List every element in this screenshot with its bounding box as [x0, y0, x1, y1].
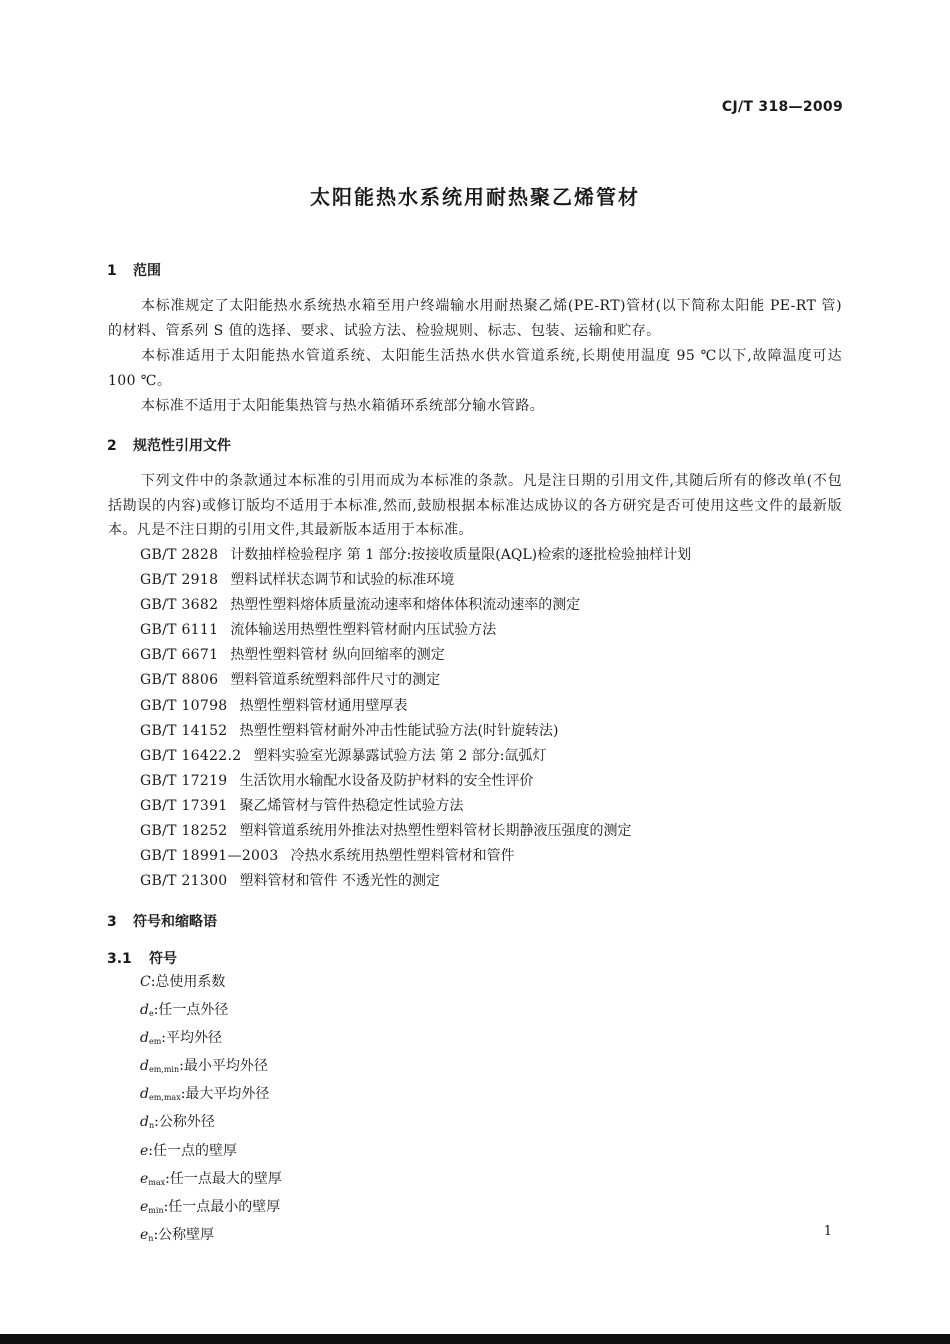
- symbol-description: :任一点的壁厚: [148, 1142, 238, 1159]
- document-title: 太阳能热水系统用耐热聚乙烯管材: [310, 185, 640, 209]
- reference-code: GB/T 18991—2003: [140, 848, 279, 865]
- reference-code: GB/T 10798: [140, 697, 228, 714]
- subsection-heading-symbols: [107, 948, 177, 968]
- reference-code: GB/T 8806: [140, 672, 219, 689]
- reference-item: [140, 543, 691, 568]
- reference-item: [140, 694, 691, 719]
- symbol: d: [140, 1114, 149, 1131]
- section-heading-scope: [107, 260, 161, 280]
- reference-code: GB/T 6111: [140, 622, 219, 639]
- symbol-description: :任一点最大的壁厚: [165, 1170, 282, 1187]
- symbol-description: :最小平均外径: [179, 1058, 268, 1075]
- reference-list: [140, 543, 691, 894]
- symbol-subscript: min: [148, 1205, 164, 1215]
- bottom-border-bar: [0, 1334, 950, 1344]
- reference-title: 塑料管材和管件 不透光性的测定: [239, 873, 440, 890]
- reference-item: [140, 844, 691, 869]
- symbol-description: :公称壁厚: [153, 1226, 215, 1243]
- symbol-description: :平均外径: [161, 1030, 223, 1047]
- reference-title: 热塑性塑料管材耐外冲击性能试验方法(时针旋转法): [239, 722, 559, 739]
- reference-item: [140, 769, 691, 794]
- section-heading-references: [107, 435, 231, 455]
- symbol: e: [140, 1226, 149, 1243]
- symbol-item: [140, 1167, 282, 1195]
- reference-code: GB/T 21300: [140, 873, 228, 890]
- reference-title: 塑料试样状态调节和试验的标准环境: [230, 572, 455, 589]
- symbol-subscript: max: [148, 1177, 166, 1187]
- section-number: 1: [107, 263, 117, 279]
- symbol-subscript: n: [148, 1233, 154, 1243]
- symbol-description: :任一点外径: [153, 1002, 229, 1019]
- symbol: e: [140, 1170, 149, 1187]
- symbol-item: [140, 970, 282, 998]
- reference-title: 流体输送用热塑性塑料管材耐内压试验方法: [230, 622, 497, 639]
- reference-item: [140, 869, 691, 894]
- symbol: d: [140, 1086, 149, 1103]
- symbol: d: [140, 1058, 149, 1075]
- symbol-subscript: em,min: [148, 1065, 180, 1075]
- reference-title: 热塑性塑料管材通用壁厚表: [239, 697, 408, 714]
- symbol-description: :最大平均外径: [180, 1086, 270, 1103]
- symbol: d: [140, 1030, 149, 1047]
- reference-item: [140, 568, 691, 593]
- scope-paragraph-2: 本标准适用于太阳能热水管道系统、太阳能生活热水供水管道系统,长期使用温度 95 ℃以下,故障温度可达 100 ℃。: [108, 348, 842, 389]
- section-heading-symbols: [107, 911, 217, 931]
- reference-code: GB/T 14152: [140, 722, 228, 739]
- reference-title: 冷热水系统用热塑性塑料管材和管件: [290, 848, 515, 865]
- symbol: e: [140, 1198, 149, 1215]
- section-title: 范围: [133, 263, 161, 279]
- reference-title: 塑料管道系统塑料部件尺寸的测定: [230, 672, 441, 689]
- scope-paragraph-1: 本标准规定了太阳能热水系统热水箱至用户终端输水用耐热聚乙烯(PE-RT)管材(以下简称太阳能 PE-RT 管)的材料、管系列 S 值的选择、要求、试验方法、检验规则、标志、包装、运输和贮存。: [108, 298, 842, 339]
- scope-paragraph-3: 本标准不适用于太阳能集热管与热水箱循环系统部分输水管路。: [141, 398, 545, 414]
- symbol-item: [140, 1195, 282, 1223]
- symbol-subscript: em: [148, 1037, 162, 1047]
- reference-code: GB/T 16422.2: [140, 747, 242, 764]
- reference-code: GB/T 17219: [140, 772, 228, 789]
- reference-title: 塑料实验室光源暴露试验方法 第 2 部分:氙弧灯: [253, 747, 547, 764]
- symbol: C: [140, 974, 151, 990]
- reference-title: 热塑性塑料熔体质量流动速率和熔体体积流动速率的测定: [230, 597, 581, 614]
- symbol: d: [140, 1002, 149, 1019]
- reference-item: [140, 744, 691, 769]
- reference-title: 计数抽样检验程序 第 1 部分:按接收质量限(AQL)检索的逐批检验抽样计划: [230, 547, 692, 563]
- section-number: 3: [107, 914, 117, 930]
- symbol-subscript: e: [148, 1009, 154, 1019]
- symbol-item: [140, 998, 282, 1026]
- symbol-description: :总使用系数: [150, 974, 226, 990]
- symbol-description: :任一点最小的壁厚: [163, 1198, 281, 1215]
- reference-code: GB/T 6671: [140, 647, 219, 664]
- reference-code: GB/T 18252: [140, 823, 228, 840]
- references-intro: 下列文件中的条款通过本标准的引用而成为本标准的条款。凡是注日期的引用文件,其随后所有的修改单(不包括勘误的内容)或修订版均不适用于本标准,然而,鼓励根据本标准达成协议的各方研究是否可使用这些文件的最新版本。凡是不注日期的引用文件,其最新版本适用于本标准。: [108, 473, 842, 538]
- reference-code: GB/T 2828: [140, 547, 219, 563]
- symbol-item: [140, 1026, 282, 1054]
- reference-title: 生活饮用水输配水设备及防护材料的安全性评价: [239, 772, 534, 789]
- reference-title: 热塑性塑料管材 纵向回缩率的测定: [230, 647, 445, 664]
- symbol-description: :公称外径: [154, 1114, 215, 1131]
- symbol-item: [140, 1139, 282, 1167]
- symbol-subscript: n: [148, 1121, 155, 1131]
- reference-item: [140, 794, 691, 819]
- reference-item: [140, 719, 691, 744]
- symbol-item: [140, 1082, 282, 1110]
- reference-title: 聚乙烯管材与管件热稳定性试验方法: [239, 797, 464, 814]
- symbol-item: [140, 1054, 282, 1082]
- symbol: e: [140, 1142, 149, 1159]
- reference-item: [140, 668, 691, 693]
- symbol-item: [140, 1223, 282, 1251]
- reference-item: [140, 643, 691, 668]
- reference-item: [140, 819, 691, 844]
- subsection-number: 3.1: [107, 951, 132, 967]
- symbol-subscript: em,max: [148, 1093, 181, 1103]
- reference-code: GB/T 2918: [140, 572, 219, 589]
- reference-item: [140, 618, 691, 643]
- section-title: 规范性引用文件: [133, 438, 231, 454]
- symbol-item: [140, 1110, 282, 1138]
- reference-title: 塑料管道系统用外推法对热塑性塑料管材长期静液压强度的测定: [239, 823, 632, 840]
- reference-code: GB/T 17391: [140, 797, 228, 814]
- symbol-list: [140, 970, 282, 1251]
- subsection-title: 符号: [149, 951, 177, 967]
- section-number: 2: [107, 438, 117, 454]
- standard-code: CJ/T 318—2009: [721, 99, 843, 115]
- reference-code: GB/T 3682: [140, 597, 219, 614]
- reference-item: [140, 593, 691, 618]
- page-number: 1: [823, 1224, 832, 1239]
- section-title: 符号和缩略语: [133, 914, 217, 930]
